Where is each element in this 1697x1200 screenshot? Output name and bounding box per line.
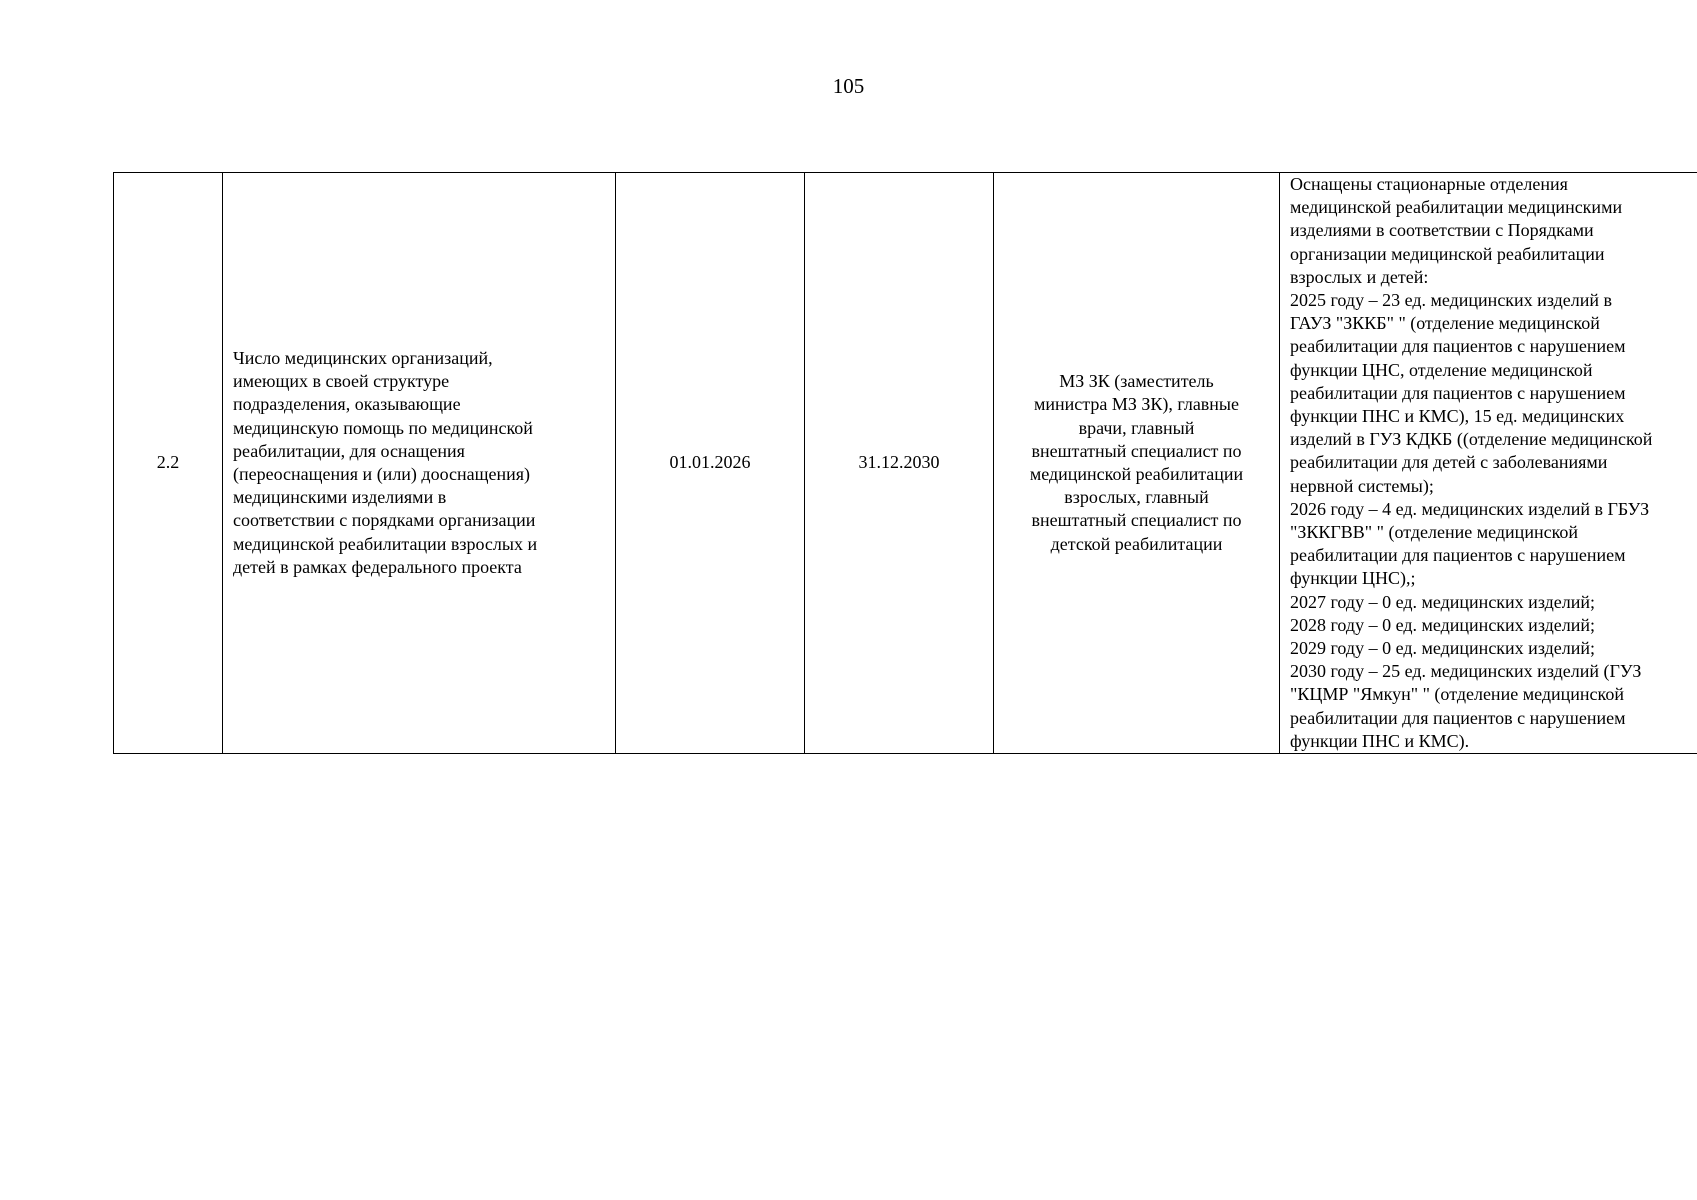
expected-result (1280, 173, 1697, 754)
responsible-line: врачи, главный (1078, 417, 1195, 438)
result-line: реабилитации для пациентов с нарушением (1290, 707, 1626, 728)
start-date: 01.01.2026 (616, 173, 805, 754)
indicator-name-line: медицинскую помощь по медицинской (233, 417, 533, 438)
measures-table (113, 172, 1697, 754)
result-line: организации медицинской реабилитации (1290, 243, 1605, 264)
indicator-name-line: медицинскими изделиями в (233, 487, 447, 508)
indicator-name-line: реабилитации, для оснащения (233, 440, 465, 461)
indicator-name-line: имеющих в своей структуре (233, 371, 450, 392)
row-number: 2.2 (114, 173, 223, 754)
page-number: 105 (832, 74, 865, 98)
result-line: взрослых и детей: (1290, 266, 1429, 287)
indicator-name-line: детей в рамках федерального проекта (233, 556, 522, 577)
table-row (114, 173, 1697, 754)
result-line: "ЗККГВВ" " (отделение медицинской (1290, 522, 1579, 543)
indicator-name-line: (переоснащения и (или) дооснащения) (233, 464, 531, 485)
result-line: 2025 году – 23 ед. медицинских изделий в (1290, 290, 1612, 311)
result-line: Оснащены стационарные отделения (1290, 174, 1568, 194)
result-line: ГАУЗ "ЗККБ" " (отделение медицинской (1290, 313, 1600, 334)
indicator-name-line: соответствии с порядками организации (233, 510, 536, 531)
result-line: 2028 году – 0 ед. медицинских изделий; (1290, 614, 1595, 635)
result-line: нервной системы); (1290, 475, 1434, 496)
result-line: реабилитации для пациентов с нарушением (1290, 545, 1626, 566)
responsible-line: детской реабилитации (1050, 533, 1223, 554)
responsible-line: МЗ ЗК (заместитель (1059, 371, 1214, 392)
result-line: 2027 году – 0 ед. медицинских изделий; (1290, 591, 1595, 612)
result-line: функции ЦНС),; (1290, 568, 1416, 589)
result-line: реабилитации для пациентов с нарушением (1290, 382, 1626, 403)
responsible-persons (994, 173, 1280, 754)
result-line: реабилитации для детей с заболеваниями (1290, 452, 1608, 473)
result-line: 2026 году – 4 ед. медицинских изделий в ГБУЗ (1290, 498, 1650, 519)
result-line: функции ПНС и КМС), 15 ед. медицинских (1290, 406, 1625, 427)
responsible-line: медицинской реабилитации (1029, 464, 1244, 485)
responsible-line: взрослых, главный (1064, 487, 1209, 508)
result-line: функции ПНС и КМС). (1290, 730, 1470, 751)
result-line: реабилитации для пациентов с нарушением (1290, 336, 1626, 357)
result-line: изделиями в соответствии с Порядками (1290, 220, 1594, 241)
result-line: медицинской реабилитации медицинскими (1290, 197, 1623, 218)
responsible-line: министра МЗ ЗК), главные (1033, 394, 1240, 415)
indicator-name-line: медицинской реабилитации взрослых и (233, 533, 538, 554)
result-line: 2030 году – 25 ед. медицинских изделий (ГУЗ (1290, 661, 1642, 682)
result-line: "КЦМР "Ямкун" " (отделение медицинской (1290, 684, 1624, 705)
responsible-line: внештатный специалист по (1031, 440, 1242, 461)
result-line: изделий в ГУЗ КДКБ ((отделение медицинской (1290, 429, 1653, 450)
result-line: функции ЦНС, отделение медицинской (1290, 359, 1593, 380)
result-line: 2029 году – 0 ед. медицинских изделий; (1290, 638, 1595, 659)
indicator-name-line: подразделения, оказывающие (233, 394, 461, 415)
indicator-name (223, 173, 616, 754)
indicator-name-line: Число медицинских организаций, (233, 348, 493, 369)
end-date: 31.12.2030 (805, 173, 994, 754)
responsible-line: внештатный специалист по (1031, 510, 1242, 531)
